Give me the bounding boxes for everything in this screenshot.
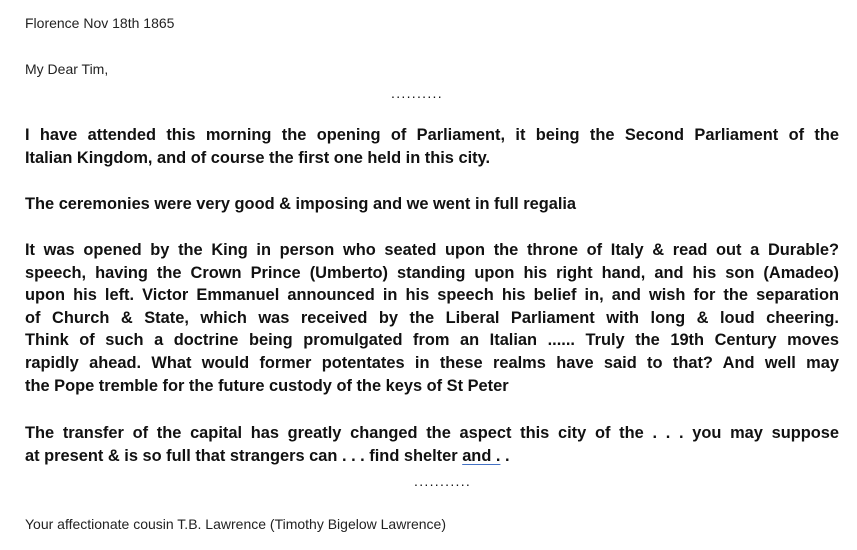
paragraph-3-line-4: of Church & State, which was received by the Liberal Parliament with long & loud cheering. <box>25 308 839 327</box>
paragraph-3-line-2: speech, having the Crown Prince (Umberto) standing upon his right hand, and his son (Amadeo) <box>25 263 839 282</box>
underlined-text: and . <box>462 446 501 465</box>
ellipsis-bottom: ........... <box>414 473 472 489</box>
salutation: My Dear Tim, <box>25 61 109 77</box>
paragraph-1 <box>25 124 839 169</box>
paragraph-1-line-2: Italian Kingdom, and of course the first one held in this city. <box>25 148 491 167</box>
dateline: Florence Nov 18th 1865 <box>25 15 175 31</box>
paragraph-3-line-7: the Pope tremble for the future custody of the keys of St Peter <box>25 376 509 395</box>
paragraph-3 <box>25 239 839 397</box>
paragraph-3-line-3: upon his left. Victor Emmanuel announced in his speech his belief in, and wish for the separation <box>25 286 839 305</box>
paragraph-4-line-2 <box>25 445 839 468</box>
signature: Your affectionate cousin T.B. Lawrence (Timothy Bigelow Lawrence) <box>25 516 447 532</box>
ellipsis-top: .......... <box>391 85 443 101</box>
paragraph-3-line-6: rapidly ahead. What would former potentates in these realms have said to that? And well may <box>25 353 839 372</box>
paragraph-3-line-1: It was opened by the King in person who seated upon the throne of Italy & read out a Durable? <box>25 241 839 259</box>
paragraph-1-line-1: I have attended this morning the opening of Parliament, it being the Second Parliament of the <box>25 126 839 144</box>
paragraph-4-line-1: The transfer of the capital has greatly changed the aspect this city of the . . . you may suppose <box>25 424 839 442</box>
paragraph-2: The ceremonies were very good & imposing and we went in full regalia <box>25 195 577 213</box>
paragraph-4-line-2-start: at present & is so full that strangers can . . . find shelter <box>25 446 463 465</box>
paragraph-4-line-2-end: . <box>500 446 510 465</box>
paragraph-3-line-5: Think of such a doctrine being promulgated from an Italian ...... Truly the 19th Century moves <box>25 331 839 350</box>
paragraph-4 <box>25 422 839 467</box>
